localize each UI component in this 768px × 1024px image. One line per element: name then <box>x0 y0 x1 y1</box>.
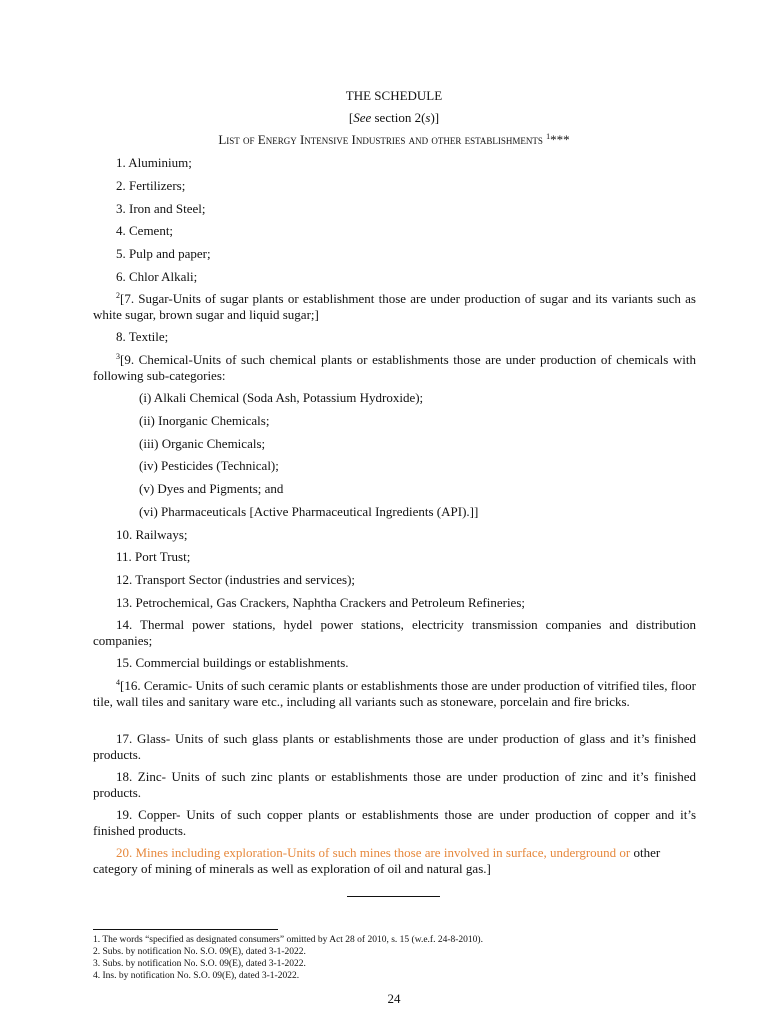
sub-list-item: (iv) Pesticides (Technical); <box>139 458 279 473</box>
list-item: 13. Petrochemical, Gas Crackers, Naphtha Crackers and Petroleum Refineries; <box>116 595 525 610</box>
list-item: 6. Chlor Alkali; <box>116 269 198 284</box>
list-item <box>93 678 696 709</box>
list-item: 12. Transport Sector (industries and services); <box>116 572 356 587</box>
footnote-ref-1: 1 <box>546 132 551 141</box>
section-divider <box>347 896 440 897</box>
footnote: 1. The words “specified as designated consumers” omitted by Act 28 of 2010, s. 15 (w.e.f. 24-8-2010). <box>93 935 483 945</box>
list-item: 17. Glass- Units of such glass plants or establishments those are under production of glass and it’s finished products. <box>93 731 696 762</box>
highlighted-text: 20. Mines including exploration-Units of such mines those are involved in surface, underground or <box>116 845 631 860</box>
footnote-ref-2: 2 <box>116 291 120 300</box>
footnote-separator <box>93 929 278 930</box>
list-item <box>93 291 696 322</box>
footnote: 2. Subs. by notification No. S.O. 09(E), dated 3-1-2022. <box>93 947 306 957</box>
list-item: 4. Cement; <box>116 223 174 238</box>
list-heading-text: List of Energy Intensive Industries and other establishments <box>218 132 543 147</box>
page-number: 24 <box>387 991 401 1006</box>
sub-list-item: (vi) Pharmaceuticals [Active Pharmaceutical Ingredients (API).]] <box>139 504 479 519</box>
sub-list-item: (ii) Inorganic Chemicals; <box>139 413 270 428</box>
list-item: 8. Textile; <box>116 329 169 344</box>
subtitle-suffix: )] <box>430 110 440 125</box>
footnote: 3. Subs. by notification No. S.O. 09(E), dated 3-1-2022. <box>93 959 306 969</box>
omission-stars: *** <box>550 132 570 147</box>
list-item-text: [9. Chemical-Units of such chemical plants or establishments those are under production of chemicals with following sub-categories: <box>93 352 696 383</box>
list-item: 15. Commercial buildings or establishments. <box>116 655 349 670</box>
footnotes <box>93 934 653 982</box>
footnote-ref-4: 4 <box>116 678 120 687</box>
list-item: 1. Aluminium; <box>116 155 192 170</box>
list-item: 19. Copper- Units of such copper plants or establishments those are under production of copper and it’s finished products. <box>93 807 696 838</box>
subtitle-mid: section 2( <box>371 110 426 125</box>
list-item: 5. Pulp and paper; <box>116 246 211 261</box>
footnote: 4. Ins. by notification No. S.O. 09(E), dated 3-1-2022. <box>93 971 300 981</box>
list-item-text: [16. Ceramic- Units of such ceramic plants or establishments those are under production of vitrified tiles, floor tile, wall tiles and sanitary ware etc., including all variants such as stoneware, porcelain and fire bricks. <box>93 678 696 709</box>
list-item <box>93 845 696 876</box>
footnote-ref-3: 3 <box>116 352 120 361</box>
list-item-text: other category of mining of minerals as well as exploration of oil and natural gas.] <box>93 845 661 876</box>
list-item: 10. Railways; <box>116 527 188 542</box>
list-item: 11. Port Trust; <box>116 549 191 564</box>
list-item: 3. Iron and Steel; <box>116 201 206 216</box>
subtitle-prefix: [ <box>348 110 354 125</box>
sub-list-item: (v) Dyes and Pigments; and <box>139 481 284 496</box>
sub-list-item: (iii) Organic Chemicals; <box>139 436 266 451</box>
sub-list-item: (i) Alkali Chemical (Soda Ash, Potassium Hydroxide); <box>139 390 424 405</box>
list-item <box>93 352 696 383</box>
subtitle-s: s <box>425 110 431 125</box>
list-item-text: [7. Sugar-Units of sugar plants or establishment those are under production of sugar and its variants such as white sugar, brown sugar and liquid sugar;] <box>93 291 696 322</box>
list-item: 14. Thermal power stations, hydel power stations, electricity transmission companies and distribution companies; <box>93 617 696 648</box>
subtitle-see: See <box>353 110 372 125</box>
schedule-title: THE SCHEDULE <box>345 88 443 103</box>
list-item: 2. Fertilizers; <box>116 178 186 193</box>
list-item: 18. Zinc- Units of such zinc plants or establishments those are under production of zinc and it’s finished products. <box>93 769 696 800</box>
section-reference <box>0 110 768 126</box>
list-heading <box>0 132 768 148</box>
